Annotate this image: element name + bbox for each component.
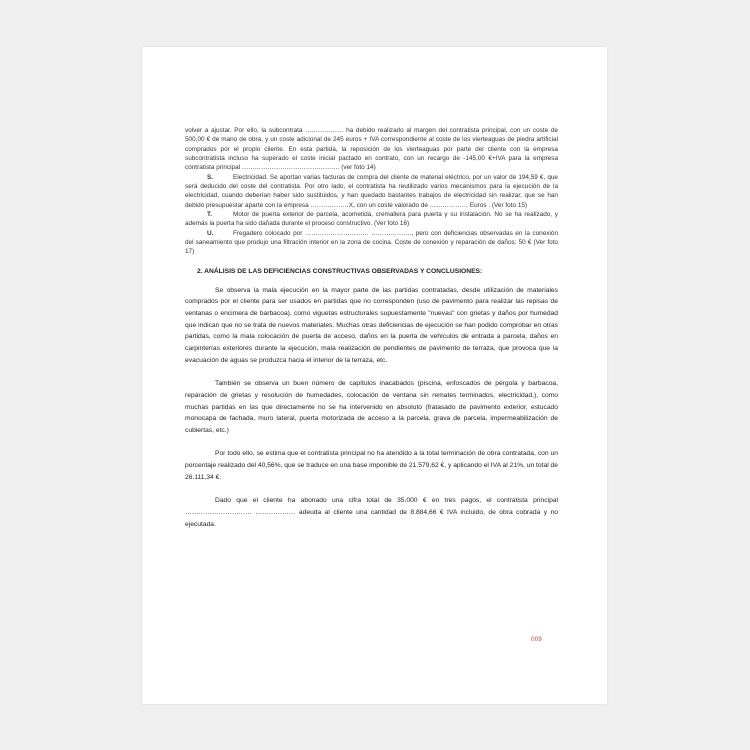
paragraph: Dado que el cliente ha abonado una cifra total de 35.000 € en tres pagos, el contratista principal ………………………… ……………… adeuda al cliente una cantidad de 8.884,66 € IVA incluido, de obra cobrada y no ejecutada. [185, 497, 558, 528]
item-t [185, 210, 558, 229]
item-text: Electricidad. Se aportan varias facturas de compra del cliente de material eléctrico, por un valor de 194,59 €, que será deducido del coste del contratista. Por otro lado, el contratista ha reutilizado varios mecanismos para la ejecución de la electricidad, cuando deberían haber sido sustituidos, y han quedado bastantes trabajos de electricidad sin realizar, que se han debido presupuestar aparte con la empresa ………………X, con un coste valorado de ……………… Euros . (Ver foto 15) [185, 173, 558, 209]
item-text: Fregadero colocado por ………………………… ………………., pero con deficiencias observadas en la conexión del saneamiento que produjo una filtración interior en la zona de cocina. Coste de conexión y reparación de daños: 50 € (Ver foto 17) [185, 229, 558, 256]
page-content [185, 126, 558, 530]
item-u [185, 229, 558, 257]
paragraph: Por todo ello, se estima que el contratista principal no ha atendido a la total terminación de obra contratada, con un porcentaje realizado del 40,56%, que se traduce en una base imponible de 21.579,62 €, y aplicando el IVA al 21%, un total de 26.111,34 €. [185, 450, 558, 481]
paragraph: Se observa la mala ejecución en la mayor parte de las partidas contratadas, desde utilización de materiales comprados por el cliente para ser usados en partidas que no corresponden (uso de pavimento para realizar las repisas de ventanas o encimera de barbacoa), como viguetas estructurales supuestamente "nuevas" con grietas y daños por humedad que indican que no se trata de nuevos materiales. Muchas otras deficiencias de ejecución se han podido comprobar en otras partidas, como la mala colocación de puerta de acceso, daños en la puerta de vehículos de entrada a parcela, daños en carpinterías exteriores durante la ejecución, mala realización de pendientes de pavimento de terraza, que provoca que la evacuación de aguas se produzca hacia el interior de la terraza, etc. [185, 286, 558, 364]
item-s [185, 173, 558, 210]
page-number: 009 [531, 637, 542, 643]
item-label: U. [207, 229, 214, 237]
item-label: T. [207, 211, 212, 219]
paragraph: También se observa un buen número de capítulos inacabados (piscina, enfoscados de pérgola y barbacoa, reparación de grietas y resolución de humedades, colocación de ventana sin remates terminados, electricidad.), como muchas partidas en las que directamente no se ha intervenido en absoluto (fratasado de pavimento exterior, estucado monocapa de fachada, muro lateral, puerta motorizada de acceso a la parcela, grava de parcela, impermeabilización de cubiertas, etc.) [185, 380, 558, 434]
item-text: Motor de puerta exterior de parcela, acometida, cremallera para puerta y su instalación. No se ha realizado, y además la puerta ha sido dañada durante el proceso constructivo. (Ver foto 16) [185, 211, 558, 228]
section-title: 2. ANÁLISIS DE LAS DEFICIENCIAS CONSTRUCTIVAS OBSERVADAS Y CONCLUSIONES: [197, 267, 483, 275]
document-page [142, 47, 607, 704]
item-label: S. [207, 173, 214, 181]
intro-paragraph: volver a ajustar. Por ello, la subcontrata ……………… ha debido realizarlo al margen del contratista principal, con un coste de 500,00 € de mano de obra, y un coste adicional de 245 euros + IVA correspondiente al coste de los vierteaguas de piedra artificial comprados por el propio cliente. En esta partida, la reposición de los vierteaguas por parte del cliente con la empresa subcontratista incluso ha superado el coste inicial pactado en contrato, con un recargo de -145,00 €+IVA para la empresa contratista principal ………………………………………. (ver foto 14) [185, 127, 558, 172]
